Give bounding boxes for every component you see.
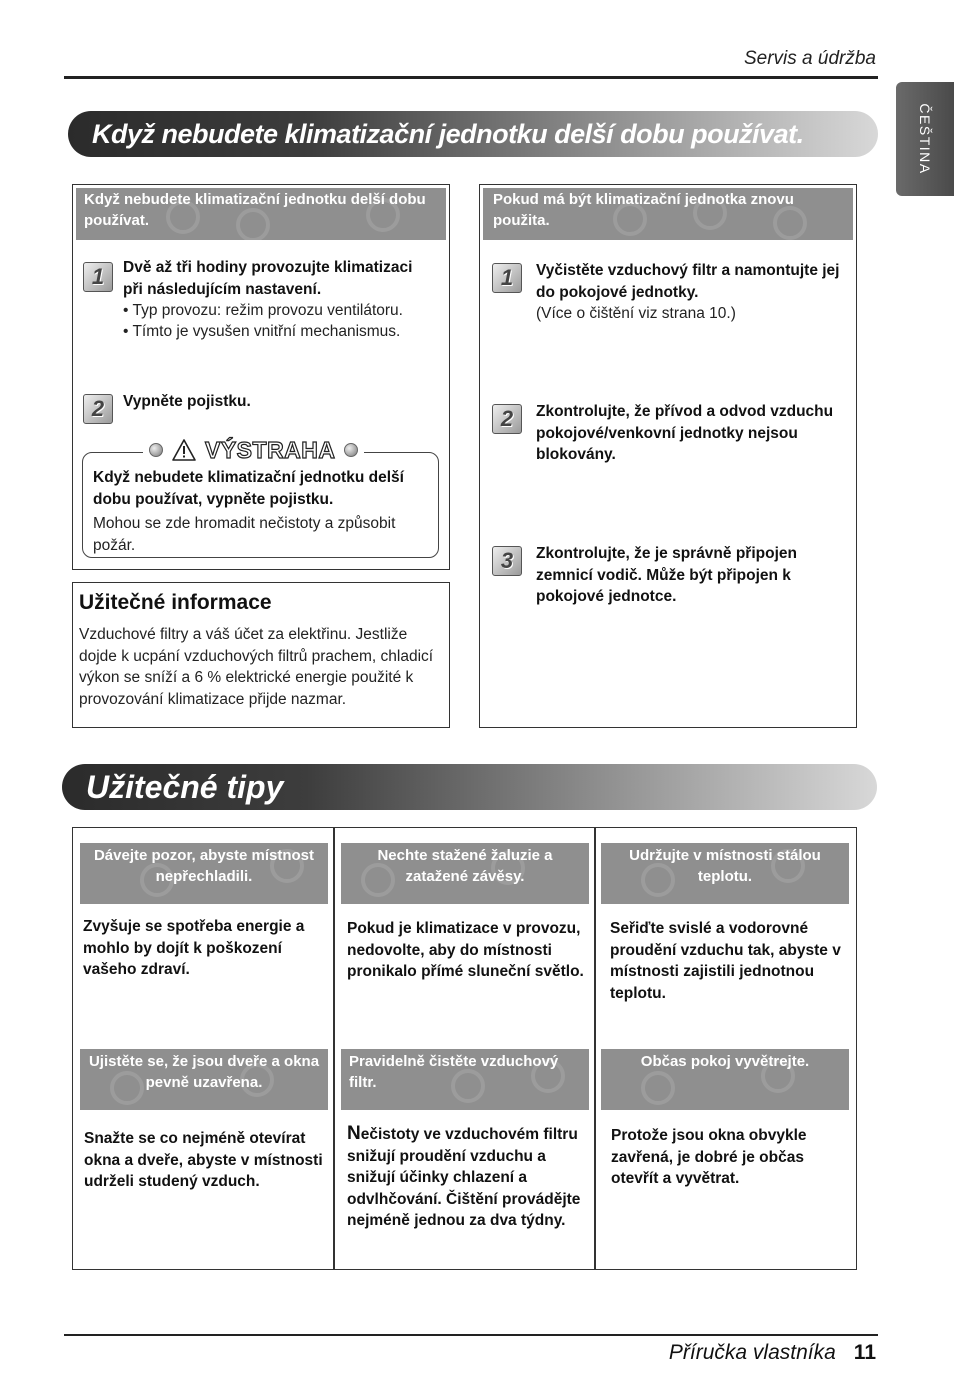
tip-2-text: Pokud je klimatizace v provozu, nedovolte, aby do místnosti pronikalo přímé sluneční světlo.	[347, 920, 584, 980]
warning-title: VÝSTRAHA	[205, 436, 336, 463]
warning-text: Mohou se zde hromadit nečistoty a způsobit požár.	[93, 515, 396, 554]
bullet-dot-icon	[344, 443, 358, 457]
tip-1-text: Zvyšuje se spotřeba energie a mohlo by dojít k poškození vašeho zdraví.	[83, 918, 305, 978]
useful-info-title: Užitečné informace	[79, 591, 272, 614]
step-number-badge: 1	[492, 263, 522, 293]
tip-5-heading	[341, 1049, 589, 1110]
section-banner-storage: Když nebudete klimatizační jednotku delší dobu používat.	[68, 111, 878, 157]
warning-triangle-icon	[171, 438, 197, 462]
storage-step-1-text: Dvě až tři hodiny provozujte klimatizaci při následujícím nastavení.	[123, 259, 413, 298]
footer-rule	[64, 1334, 878, 1336]
tip-2-heading-text: Nechte stažené žaluzie a zatažené závěsy.	[377, 847, 553, 885]
tip-4-heading	[80, 1049, 328, 1110]
tip-3-heading-text: Udržujte v místnosti stálou teplotu.	[629, 847, 821, 885]
tip-1-heading	[80, 843, 328, 904]
tip-3-heading	[601, 843, 849, 904]
reuse-panel-heading-text: Pokud má být klimatizační jednotka znovu použita.	[493, 191, 794, 229]
tip-5-drop-cap: N	[347, 1123, 361, 1144]
tip-6-heading-text: Občas pokoj vyvětrejte.	[640, 1053, 810, 1070]
tip-4-heading-text: Ujistěte se, že jsou dveře a okna pevně uzavřena.	[88, 1053, 320, 1091]
tip-6-heading	[601, 1049, 849, 1110]
tip-5-text	[347, 1123, 587, 1232]
step-number-badge: 2	[83, 394, 113, 424]
step-number-badge: 3	[492, 546, 522, 576]
language-tab-label: ČEŠTINA	[917, 103, 933, 175]
tip-6-text: Protože jsou okna obvykle zavřená, je dobré je občas otevřít a vyvětrat.	[611, 1127, 807, 1187]
bullet-dot-icon	[149, 443, 163, 457]
storage-step-1-bullet-2: • Tímto je vysušen vnitřní mechanismus.	[123, 323, 401, 340]
reuse-step-3-text: Zkontrolujte, že je správně připojen zemnicí vodič. Může být připojen k pokojové jednotce.	[536, 545, 797, 605]
warning-label	[143, 434, 364, 466]
tip-5-heading-text: Pravidelně čistěte vzduchový filtr.	[349, 1053, 559, 1091]
reuse-step-2-text: Zkontrolujte, že přívod a odvod vzduchu pokojové/venkovní jednotky nejsou blokovány.	[536, 403, 834, 463]
reuse-step-1-note: (Více o čištění viz strana 10.)	[536, 305, 736, 322]
storage-step-2-text: Vypněte pojistku.	[123, 393, 251, 410]
footer	[669, 1341, 876, 1365]
step-number-badge: 2	[492, 404, 522, 434]
tip-1-heading-text: Dávejte pozor, abyste místnost nepřechladili.	[93, 847, 315, 885]
reuse-panel-heading	[483, 188, 853, 240]
reuse-step-1-text: Vyčistěte vzduchový filtr a namontujte jej do pokojové jednotky.	[536, 262, 840, 301]
header-rule	[64, 76, 878, 79]
tip-2-heading	[341, 843, 589, 904]
tip-5-text-body: ečistoty ve vzduchovém filtru snižují proudění vzduchu a snižují účinky chlazení a odvlhčování. Čištění provádějte nejméně jednou za dva týdny.	[347, 1126, 581, 1229]
storage-step-1-bullet-1: • Typ provozu: režim provozu ventilátoru.	[123, 302, 403, 319]
step-number-badge: 1	[83, 262, 113, 292]
footer-manual-title: Příručka vlastníka	[668, 1341, 836, 1364]
column-divider	[333, 828, 335, 1269]
storage-panel-heading	[76, 188, 446, 240]
column-divider	[594, 828, 596, 1269]
storage-panel-heading-text: Když nebudete klimatizační jednotku delší dobu používat.	[84, 191, 426, 229]
tip-4-text: Snažte se co nejméně otevírat okna a dveře, abyste v místnosti udrželi studený vzduch.	[84, 1130, 323, 1190]
useful-info-text: Vzduchové filtry a váš účet za elektřinu. Jestliže dojde k ucpání vzduchových filtrů prachem, chladicí výkon se sníží a 6 % elektrické energie použité k provozování klimatizace přijde nazmar.	[79, 626, 434, 708]
header-section-title: Servis a údržba	[743, 48, 876, 69]
language-tab	[896, 82, 954, 196]
warning-bold-text: Když nebudete klimatizační jednotku delší dobu používat, vypněte pojistku.	[93, 469, 404, 508]
section-banner-tips: Užitečné tipy	[62, 764, 877, 810]
tip-3-text: Seřiďte svislé a vodorovné proudění vzduchu tak, abyste v místnosti zajistili jednotnou teplotu.	[610, 920, 841, 1002]
page-number: 11	[853, 1341, 876, 1364]
